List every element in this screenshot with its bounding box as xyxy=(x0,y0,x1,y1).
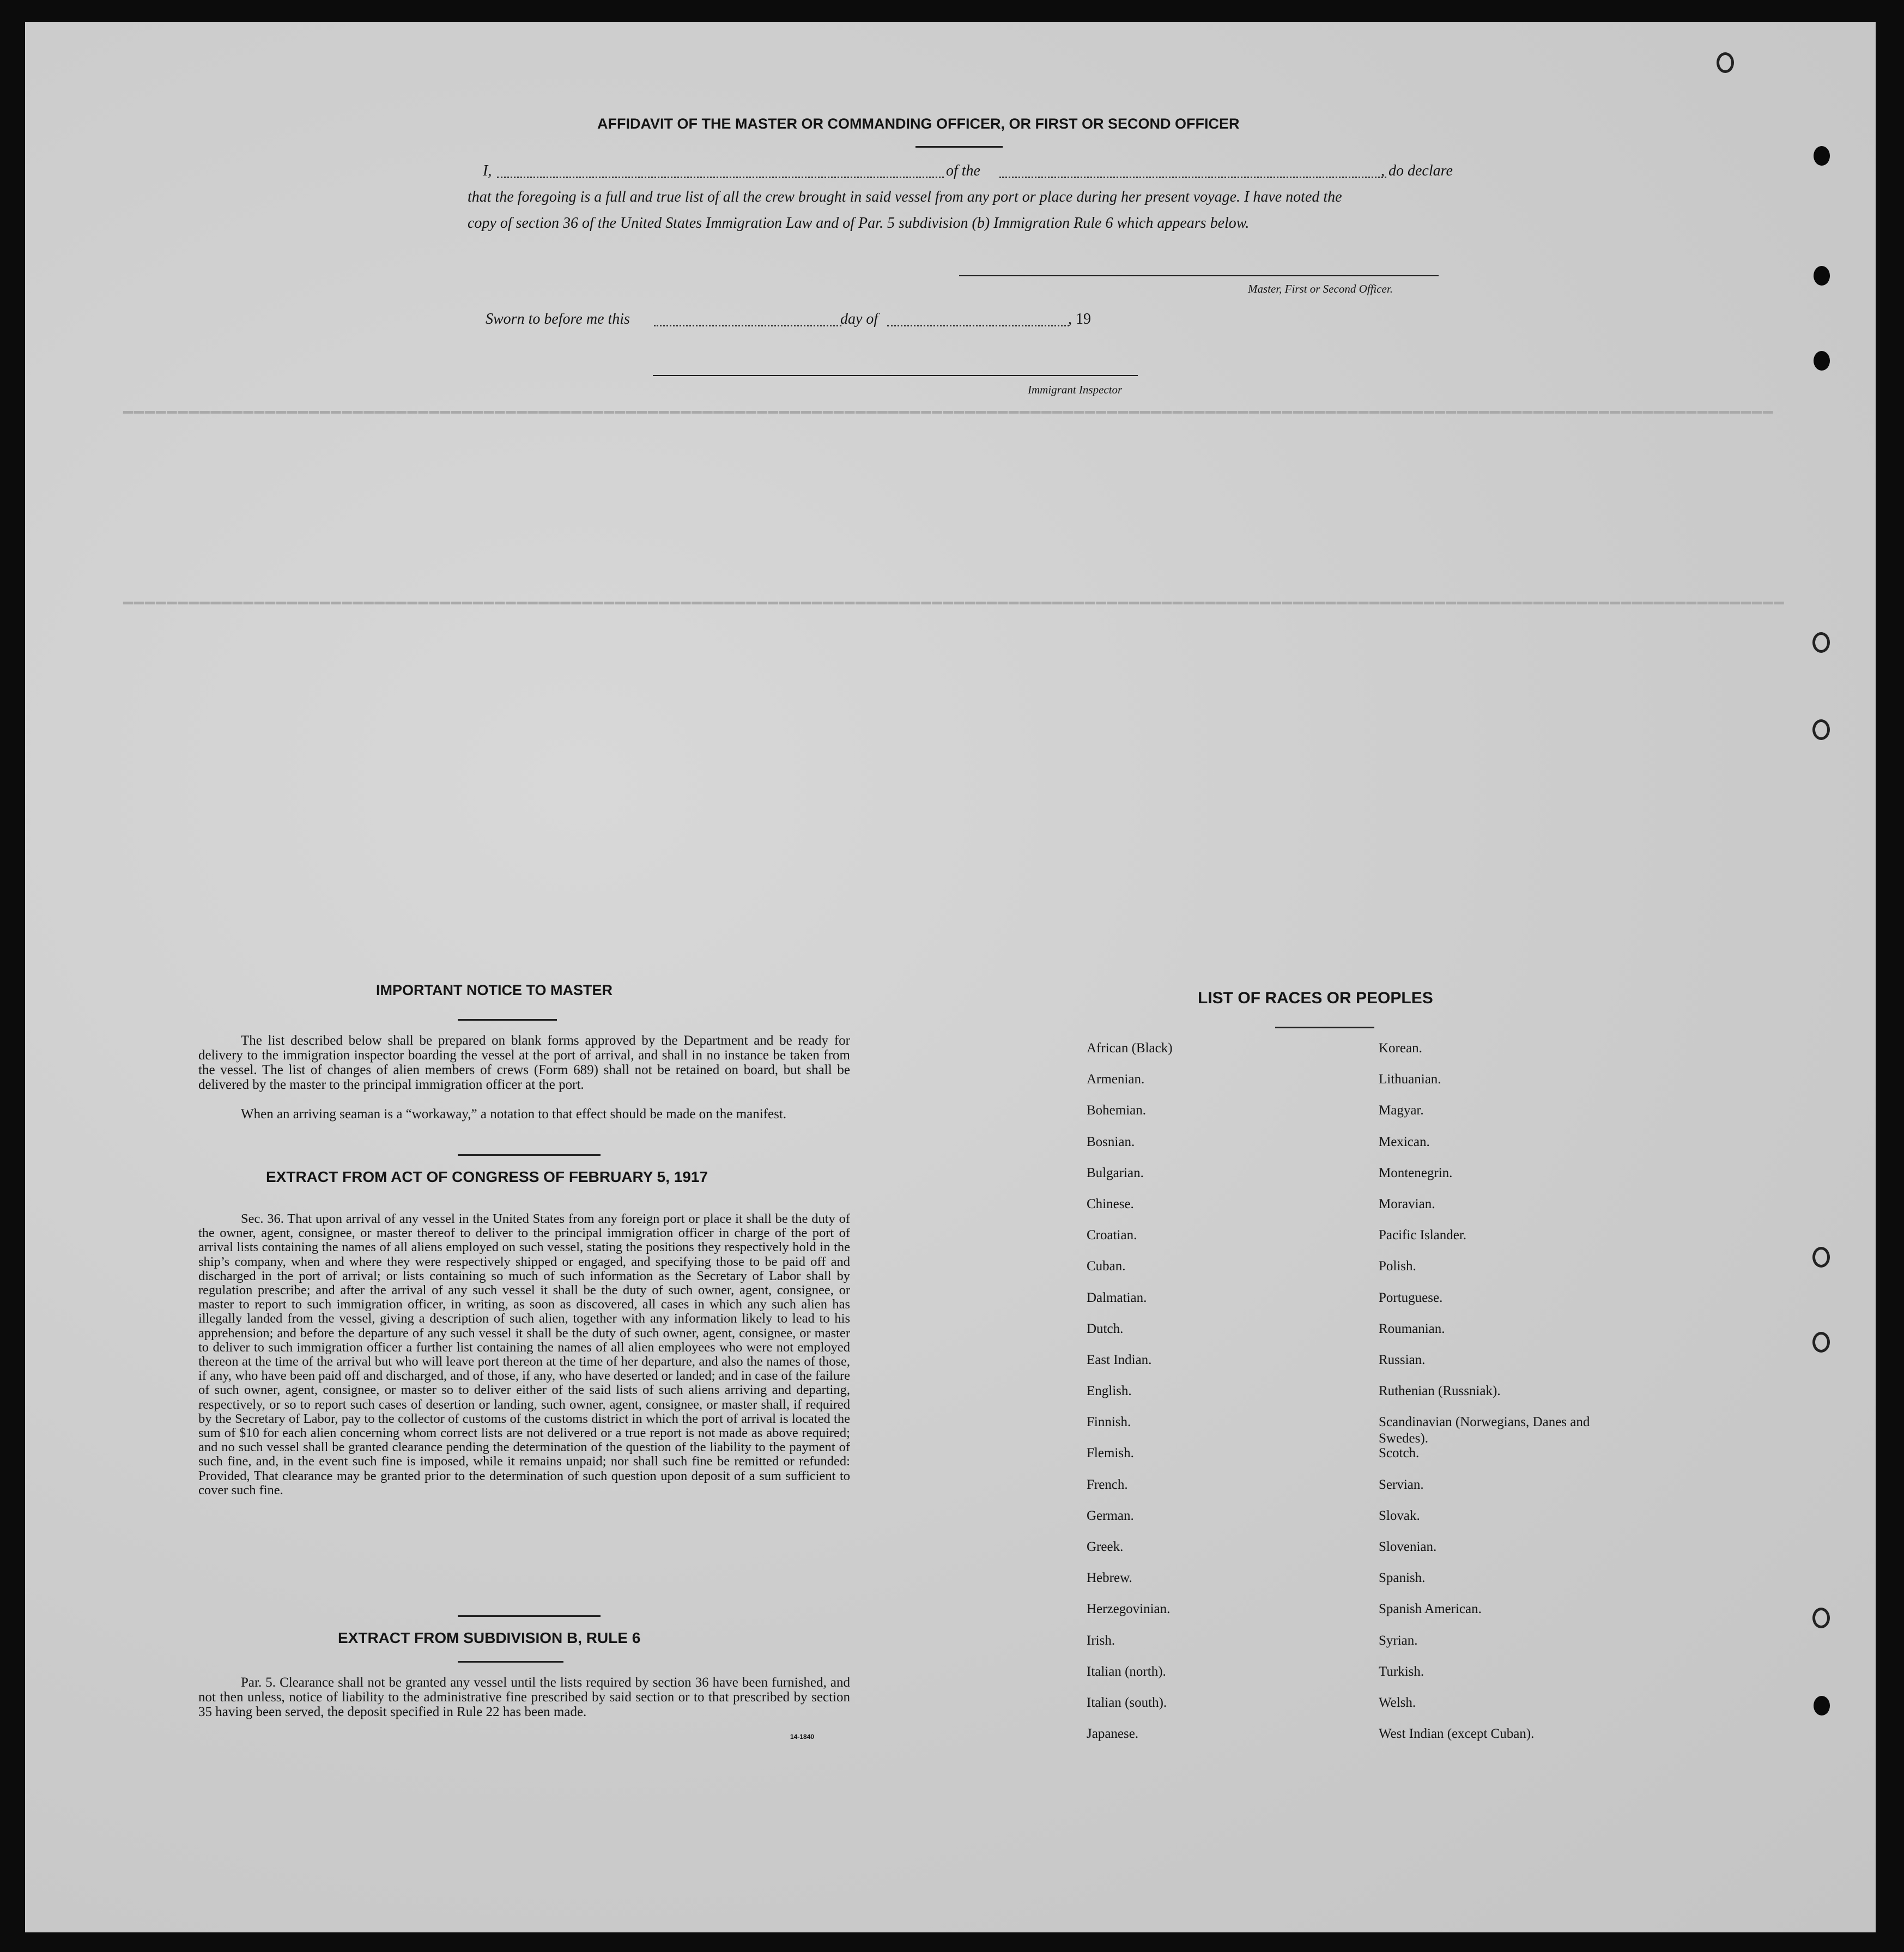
inspector-signature-label: Immigrant Inspector xyxy=(1028,383,1123,396)
race-item: Ruthenian (Russniak). xyxy=(1379,1384,1501,1399)
notice-paragraph-2: When an arriving seaman is a “workaway,” a notation to that effect should be made on the manifest. xyxy=(241,1107,787,1122)
race-item: Turkish. xyxy=(1379,1664,1424,1679)
race-item: Pacific Islander. xyxy=(1379,1228,1467,1243)
punch-hole xyxy=(1814,146,1830,166)
affidavit-line1-prefix: I, xyxy=(483,162,492,179)
divider xyxy=(458,1154,601,1156)
bleed-through-row: ━━━━━━━━━━━━━━━━━━━━━━━━━━━━━━━━━━━━━━━━━━━━━━━━━━━━━━━━━━━━━━━━━━━━━━━━━━━━━━━━━━━━━━━━━━━━━━━━━━━━━━━━━━━━━━━━━━━━━━━━━━━━━━━━━━━━━━━━━━━━━━━━━━━━━━━ xyxy=(123,405,1774,423)
race-item: Dalmatian. xyxy=(1087,1290,1147,1305)
affidavit-title: AFFIDAVIT OF THE MASTER OR COMMANDING OFFICER, OR FIRST OR SECOND OFFICER xyxy=(597,116,1240,132)
race-item: African (Black) xyxy=(1087,1041,1173,1056)
race-item: Herzegovinian. xyxy=(1087,1602,1171,1617)
race-item: Dutch. xyxy=(1087,1321,1124,1336)
master-signature-label: Master, First or Second Officer. xyxy=(1248,282,1393,295)
race-item: West Indian (except Cuban). xyxy=(1379,1726,1535,1742)
punch-hole xyxy=(1812,1332,1830,1353)
races-title: LIST OF RACES OR PEOPLES xyxy=(1198,989,1433,1007)
race-item: Portuguese. xyxy=(1379,1290,1443,1305)
race-item: French. xyxy=(1087,1477,1128,1492)
race-item: Italian (north). xyxy=(1087,1664,1166,1679)
race-item: Bosnian. xyxy=(1087,1134,1135,1149)
inspector-signature-line xyxy=(653,375,1138,376)
divider xyxy=(458,1615,601,1617)
race-item: Servian. xyxy=(1379,1477,1424,1492)
punch-hole xyxy=(1812,632,1830,653)
punch-hole xyxy=(1717,52,1734,73)
race-item: Magyar. xyxy=(1379,1103,1424,1118)
race-item: Finnish. xyxy=(1087,1415,1131,1430)
divider xyxy=(458,1661,563,1663)
affidavit-line2: that the foregoing is a full and true list of all the crew brought in said vessel from any port or place during her present voyage. I have noted the xyxy=(468,189,1342,205)
sworn-month-blank xyxy=(887,325,1069,326)
bleed-through-row: ━━━━━━━━━━━━━━━━━━━━━━━━━━━━━━━━━━━━━━━━━━━━━━━━━━━━━━━━━━━━━━━━━━━━━━━━━━━━━━━━━━━━━━━━━━━━━━━━━━━━━━━━━━━━━━━━━━━━━━━━━━━━━━━━━━━━━━━━━━━━━━━━━━━━━━━━ xyxy=(123,596,1785,614)
sworn-day-blank xyxy=(654,325,841,326)
divider xyxy=(915,146,1003,148)
race-item: Mexican. xyxy=(1379,1134,1430,1149)
race-item: Korean. xyxy=(1379,1041,1422,1056)
race-item: Roumanian. xyxy=(1379,1321,1445,1336)
affidavit-line3: copy of section 36 of the United States Immigration Law and of Par. 5 subdivision (b) Immigration Rule 6 which appears below. xyxy=(468,215,1250,232)
races-list-right xyxy=(1379,1040,1618,1757)
race-item: Lithuanian. xyxy=(1379,1072,1441,1087)
race-item: Bulgarian. xyxy=(1087,1165,1144,1180)
race-item: Montenegrin. xyxy=(1379,1165,1453,1180)
sworn-day-label: day of xyxy=(840,311,878,328)
form-number: 14-1840 xyxy=(790,1733,815,1741)
race-item: Slovak. xyxy=(1379,1508,1420,1523)
race-item: Polish. xyxy=(1379,1259,1416,1274)
divider xyxy=(458,1019,557,1021)
master-signature-line xyxy=(959,275,1439,276)
race-item: Irish. xyxy=(1087,1633,1115,1648)
vessel-blank xyxy=(999,177,1386,178)
sworn-year: , 19 xyxy=(1068,311,1091,328)
punch-hole xyxy=(1812,1247,1830,1268)
divider xyxy=(1275,1027,1374,1028)
race-item: English. xyxy=(1087,1384,1132,1399)
affidavit-line1-suffix: , do declare xyxy=(1381,162,1453,179)
punch-hole xyxy=(1812,1608,1830,1628)
race-item: Welsh. xyxy=(1379,1695,1416,1710)
race-item: East Indian. xyxy=(1087,1352,1152,1367)
notice-paragraph-1: The list described below shall be prepared on blank forms approved by the Department and be ready for delivery to the immigration inspector boarding the vessel at the port of arrival, and shall in no instance be taken from the vessel. The list of changes of alien members of crews (Form 689) shall not be retained on board, but shall be delivered by the master to the principal immigration officer at the port. xyxy=(198,1033,850,1092)
race-item: Syrian. xyxy=(1379,1633,1418,1648)
race-item: Italian (south). xyxy=(1087,1695,1167,1710)
punch-hole xyxy=(1814,1696,1830,1715)
punch-hole xyxy=(1814,266,1830,286)
race-item: Croatian. xyxy=(1087,1228,1137,1243)
race-item: Flemish. xyxy=(1087,1446,1134,1461)
affidavit-line1-mid: of the xyxy=(946,162,980,179)
race-item: Japanese. xyxy=(1087,1726,1139,1742)
race-item: Scotch. xyxy=(1379,1446,1420,1461)
race-item: Spanish American. xyxy=(1379,1602,1482,1617)
name-blank xyxy=(497,177,944,178)
sworn-prefix: Sworn to before me this xyxy=(486,311,630,328)
punch-hole xyxy=(1814,351,1830,371)
races-list-left xyxy=(1087,1040,1326,1757)
document-page xyxy=(25,22,1876,1932)
race-item: Scandinavian (Norwegians, Danes and Swedes). xyxy=(1379,1415,1590,1446)
race-item: Hebrew. xyxy=(1087,1571,1132,1586)
punch-hole xyxy=(1812,719,1830,740)
race-item: Bohemian. xyxy=(1087,1103,1147,1118)
race-item: Armenian. xyxy=(1087,1072,1145,1087)
extract-rule-text: Par. 5. Clearance shall not be granted any vessel until the lists required by section 36 have been furnished, and not then unless, notice of liability to the administrative fine prescribed by said section or to that prescribed by section 35 having been served, the deposit specified in Rule 22 has been made. xyxy=(198,1675,850,1719)
race-item: German. xyxy=(1087,1508,1134,1523)
race-item: Cuban. xyxy=(1087,1259,1126,1274)
extract-act-title: EXTRACT FROM ACT OF CONGRESS OF FEBRUARY 5, 1917 xyxy=(266,1168,708,1185)
notice-title: IMPORTANT NOTICE TO MASTER xyxy=(376,982,613,998)
race-item: Slovenian. xyxy=(1379,1539,1437,1554)
race-item: Chinese. xyxy=(1087,1196,1134,1211)
race-item: Moravian. xyxy=(1379,1196,1435,1211)
race-item: Spanish. xyxy=(1379,1571,1426,1586)
race-item: Russian. xyxy=(1379,1352,1426,1367)
race-item: Greek. xyxy=(1087,1539,1124,1554)
extract-act-text: Sec. 36. That upon arrival of any vessel in the United States from any foreign port or place it shall be the duty of the owner, agent, consignee, or master thereof to deliver to the principal immigration officer in charge of the port of arrival lists containing the names of all aliens employed on such vessel, stating the positions they respectively hold in the ship’s company, when and where they were respectively shipped or engaged, and specifying those to be paid off and discharged in the port of arrival; or lists containing so much of such information as the Secretary of Labor shall by regulation prescribe; and after the arrival of any such vessel it shall be the duty of such owner, agent, consignee, or master to report to such immigration officer, in writing, as soon as discovered, all cases in which any such alien has illegally landed from the vessel, giving a description of such alien, together with any information likely to lead to his apprehension; and before the departure of any such vessel it shall be the duty of such owner, agent, consignee, or master to deliver to such immigration officer a further list containing the names of all alien employees who were not employed thereon at the time of the arrival but who will leave port thereon at the time of her departure, and also the names of those, if any, who have been paid off and discharged, and of those, if any, who have deserted or landed; and in case of the failure of such owner, agent, consignee, or master so to deliver either of the said lists of such aliens arriving and departing, respectively, or so to report such cases of desertion or landing, such owner, agent, consignee, or master shall, if required by the Secretary of Labor, pay to the collector of customs of the customs district in which the port of arrival is located the sum of $10 for each alien concerning whom correct lists are not delivered or a true report is not made as above required; and no such vessel shall be granted clearance pending the determination of the question of the liability to the payment of such fine, and, in the event such fine is imposed, while it remains unpaid; nor shall such fine be remitted or refunded: Provided, That clearance may be granted prior to the determination of such question upon deposit of a sum sufficient to cover such fine. xyxy=(198,1211,850,1498)
extract-rule-title: EXTRACT FROM SUBDIVISION B, RULE 6 xyxy=(338,1629,641,1646)
